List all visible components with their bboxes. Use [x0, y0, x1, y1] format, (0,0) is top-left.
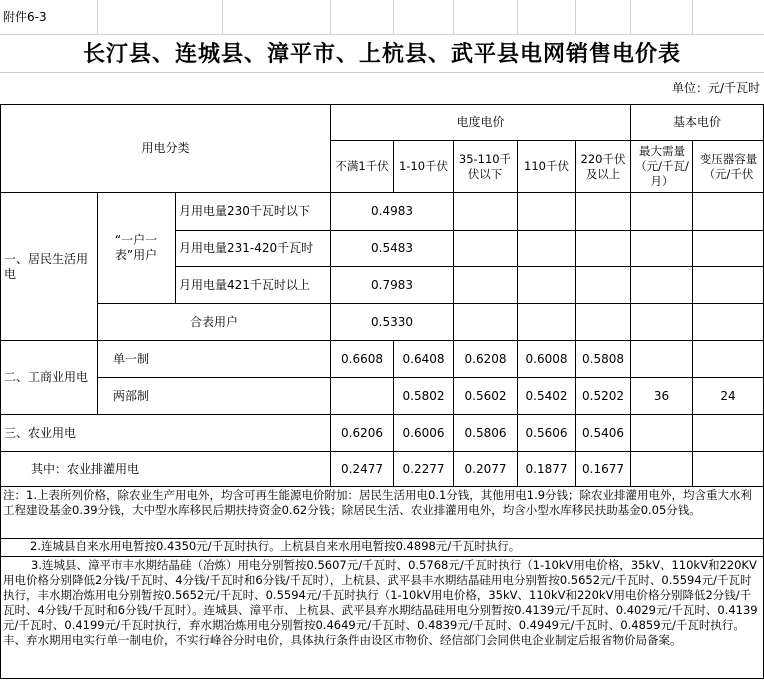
irrigation-price-v5: 0.1677 — [582, 461, 624, 476]
agri-price-v3: 0.5806 — [464, 425, 507, 440]
irrigation-price-v4: 0.1877 — [525, 461, 568, 476]
row-residential: 一、居民生活用电 — [4, 251, 89, 281]
agri-price-v2: 0.6006 — [402, 425, 445, 440]
header-v5: 220千伏及以上 — [580, 151, 626, 181]
single-price-v5: 0.5808 — [582, 351, 624, 366]
combined-label: 合表用户 — [189, 314, 238, 329]
irrigation-price-v1: 0.2477 — [341, 461, 383, 476]
unit-label: 单位：元/千瓦时 — [671, 80, 760, 95]
irrigation-price-v2: 0.2277 — [402, 461, 445, 476]
attachment-label: 附件6-3 — [3, 9, 47, 24]
header-v3: 35-110千伏以下 — [458, 151, 512, 181]
tier3-label: 月用电量421千瓦时以上 — [179, 277, 310, 292]
note-1: 注：1.上表所列价格，除农业生产用电外，均含可再生能源电价附加：居民生活用电0.1分钱，其他用电1.9分钱；除农业排灌用电外，均含重大水利工程建设基金0.39分钱，大中型水库移民后期扶持资金0.62分钱；除居民生活、农业排灌用电外，均含小型水库移民扶助基金0.05分钱。 — [3, 488, 753, 517]
row-irrigation: 其中：农业排灌用电 — [31, 461, 140, 476]
tier2-price: 0.5483 — [371, 241, 413, 255]
agri-price-v1: 0.6206 — [341, 425, 383, 440]
two-part-price-v3: 0.5602 — [464, 388, 507, 403]
two-part-price-v2: 0.5802 — [402, 388, 445, 403]
two-part-capacity: 24 — [720, 388, 736, 403]
header-transformer: 变压器容量（元/千伏 — [699, 151, 758, 181]
page-title: 长汀县、连城县、漳平市、上杭县、武平县电网销售电价表 — [82, 41, 681, 67]
note-3: 3.连城县、漳平市丰水期结晶硅（冶炼）用电分别暂按0.5607元/千瓦时、0.5768元/千瓦时执行（1-10kV用电价格，35kV、110kV和220KV用电价格分别降低2分钱/千瓦时、4分钱/千瓦时和6分钱/千瓦时），上杭县、武平县丰水期结晶硅用电分别暂按0.5652元/千瓦时、0.5594元/千瓦时执行，丰水期冶炼用电分别暂按0.5652元/千瓦时、0.5594元/千瓦时执行（1-10kV用电价格，35kV、110kV和220kV用电价格分别降低2分钱/千瓦时、4分钱/千瓦时和6分钱/千瓦时）。连城县、漳平市、上杭县、武平县弃水期结晶硅用电分别暂按0.4139元/千瓦时、0.4029元/千瓦时、0.4139元/千瓦时、0.4199元/千瓦时执行，弃水期冶炼用电分别暂按0.4649元/千瓦时、0.4839元/千瓦时、0.4949元/千瓦时、0.4859元/千瓦时执行。丰、弃水期用电实行单一制电价，不实行峰谷分时电价，具体执行条件由设区市物价、经信部门会同供电企业制定后报省物价局备案。 — [3, 558, 758, 647]
header-v4: 110千伏 — [524, 159, 569, 173]
single-price-v3: 0.6208 — [464, 351, 507, 366]
single-price-v2: 0.6408 — [402, 351, 445, 366]
single-price-v4: 0.6008 — [525, 351, 568, 366]
agri-price-v4: 0.5606 — [525, 425, 568, 440]
header-category: 用电分类 — [141, 141, 190, 155]
header-max-demand: 最大需量（元/千瓦/月） — [635, 144, 689, 188]
two-part-label: 两部制 — [113, 388, 150, 403]
header-energy-price: 电度电价 — [456, 115, 505, 129]
combined-price: 0.5330 — [371, 314, 413, 329]
row-one-household: “一户一表”用户 — [114, 233, 158, 262]
single-label: 单一制 — [113, 351, 150, 366]
tier1-label: 月用电量230千瓦时以下 — [179, 204, 310, 218]
two-part-demand: 36 — [653, 388, 670, 403]
header-basic-price: 基本电价 — [672, 115, 721, 129]
note-2: 2.连城县自来水用电暂按0.4350元/千瓦时执行。上杭县自来水用电暂按0.4898元/千瓦时执行。 — [30, 539, 521, 553]
header-v1: 不满1千伏 — [335, 159, 389, 173]
two-part-price-v4: 0.5402 — [525, 388, 568, 403]
row-agriculture: 三、农业用电 — [4, 425, 77, 440]
agri-price-v5: 0.5406 — [582, 425, 624, 440]
tier1-price: 0.4983 — [371, 204, 413, 218]
irrigation-price-v3: 0.2077 — [464, 461, 507, 476]
row-commercial: 二、工商业用电 — [4, 370, 89, 384]
tier3-price: 0.7983 — [371, 277, 413, 292]
two-part-price-v5: 0.5202 — [582, 388, 624, 403]
single-price-v1: 0.6608 — [341, 351, 383, 366]
header-v2: 1-10千伏 — [398, 159, 449, 173]
tier2-label: 月用电量231-420千瓦时 — [179, 241, 314, 255]
